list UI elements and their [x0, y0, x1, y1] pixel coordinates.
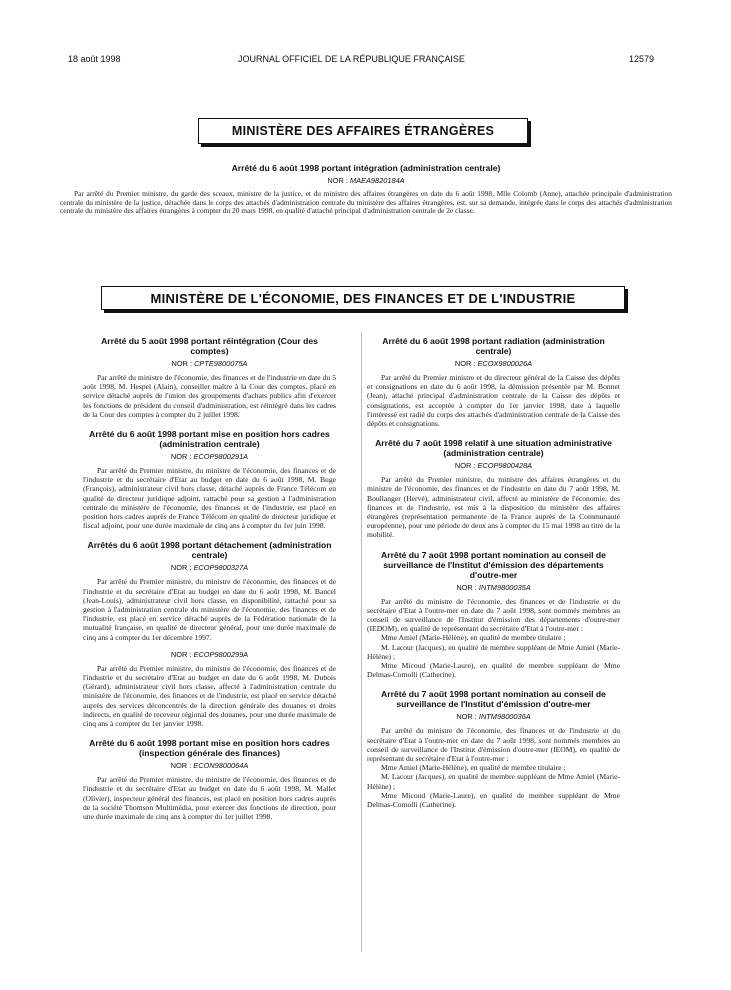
journal-title: JOURNAL OFFICIEL DE LA RÉPUBLIQUE FRANÇAISE: [238, 54, 465, 64]
article-body-second: Par arrêté du Premier ministre, du ministre de l'économie, des finances et de l'industrie et du secrétaire d'Etat au budget en date du 6 août 1998, M. Dubois (Gérard), administrateur civil hors classe, affecté à l'administration centrale du ministère de l'économie, des finances et de l'industrie, est placé en service détaché auprès des services déconcentrés de la direction générale des douanes et droits indirects, en qualité de receveur régional des douanes, pour une durée maximale de cinq ans à compter du 1er janvier 1998.: [83, 663, 336, 729]
article-hors-cadres-igf: [83, 738, 336, 821]
nor-code: ECON9800064A: [193, 761, 249, 771]
nor-label: NOR :: [454, 359, 476, 368]
nor-reference: [83, 563, 336, 572]
nor-code: ECOP9800327A: [193, 563, 249, 573]
article-body: Par arrêté du Premier ministre, du ministre des affaires étrangères et du ministre de l'économie, des finances et de l'industrie en date du 7 août 1998, M. Boullanger (Hervé), administrateur civil, affecté au ministère de l'économie, des finances et de l'industrie, est mis à la disposition du ministère des affaires étrangères (représentation permanente de la France auprès de la Communauté européenne), pour une période de deux ans à compter du 15 mai 1998 au titre de la mobilité.: [367, 475, 620, 540]
ministry-banner-economy: MINISTÈRE DE L'ÉCONOMIE, DES FINANCES ET DE L'INDUSTRIE: [101, 286, 625, 310]
article-body: Par arrêté du Premier ministre, du garde des sceaux, ministre de la justice, et du ministre des affaires étrangères en date du 6 août 1998, Mlle Colomb (Anne), attachée principale d'administration centrale du ministère de la justice, détachée dans le corps des attachés d'administration centrale du ministère des affaires étrangères, est, sur sa demande, intégrée dans le corps des attachés d'administration centrale du ministère des affaires étrangères à compter du 20 mars 1998, en qualité d'attaché principal d'administration centrale de 2e classe.: [60, 189, 672, 216]
nor-reference-second: [83, 650, 336, 659]
nor-code: ECOP9800428A: [477, 461, 533, 471]
article-title: Arrêté du 6 août 1998 portant intégration (administration centrale): [231, 163, 501, 173]
article-body: Par arrêté du ministre de l'économie, des finances et de l'industrie et du secrétaire d'Etat à l'outre-mer en date du 7 août 1998, sont nommés membres au conseil de surveillance de l'Institut d'émission d'outre-mer (IEOM), en qualité de représentant du secrétaire d'Etat à l'outre-mer :: [367, 726, 620, 764]
nor-label: NOR :: [456, 582, 477, 592]
nor-reference: [83, 761, 336, 770]
article-integration: [60, 163, 672, 216]
article-body: Par arrêté du Premier ministre, du ministre de l'économie, des finances et de l'industrie et du secrétaire d'Etat au budget en date du 6 août 1998, M. Mallet (Olivier), inspecteur général des finances, est placé en position hors cadres auprès de la société Thomson Multimédia, pour exercer des fonctions de direction, pour une durée maximale de cinq ans à compter du 1er juillet 1998.: [83, 775, 336, 822]
article-title: Arrêté du 7 août 1998 portant nomination au conseil de surveillance de l'Institut d'émission des départements d'outre-mer: [381, 549, 606, 580]
article-situation-administrative: [367, 438, 620, 539]
nor-label: NOR :: [170, 563, 192, 573]
article-title: Arrêtés du 6 août 1998 portant détachement (administration centrale): [87, 540, 332, 561]
article-title: Arrêté du 6 août 1998 portant radiation (administration centrale): [382, 336, 605, 356]
article-body-line: Mme Micoud (Marie-Laure), en qualité de membre suppléant de Mme Delmas-Comolli (Catherine).: [367, 661, 620, 680]
nor-reference: [367, 359, 620, 368]
article-body-line: Mme Micoud (Marie-Laure), en qualité de membre suppléant de Mme Delmas-Comolli (Catherine).: [367, 790, 620, 810]
nor-label: NOR :: [327, 176, 348, 185]
nor-code: INTM9800035A: [478, 582, 531, 592]
ministry-banner-foreign-affairs: MINISTÈRE DES AFFAIRES ÉTRANGÈRES: [198, 118, 528, 144]
nor-label: NOR :: [454, 461, 476, 471]
nor-code: MAEA9820184A: [349, 176, 405, 185]
left-column: [83, 336, 336, 831]
article-body-line: M. Lacour (Jacques), en qualité de membre suppléant de Mme Amiel (Marie-Hélène) ;: [367, 642, 620, 661]
column-divider: [361, 332, 362, 952]
nor-reference: [367, 712, 620, 721]
nor-reference: [367, 461, 620, 470]
nor-reference: [367, 583, 620, 592]
nor-label: NOR :: [456, 712, 477, 722]
page-number: 12579: [629, 54, 655, 64]
article-body: Par arrêté du ministre de l'économie, des finances et de l'industrie en date du 5 août 1998, M. Hespel (Alain), conseiller maître à la Cour des comptes, placé en service détaché auprès de l'union des groupements d'achats publics afin d'exercer les fonctions de président du conseil d'administration, est réintégré dans les cadres de la Cour des comptes à compter du 2 juillet 1998.: [83, 373, 336, 419]
article-body: Par arrêté du Premier ministre, du ministre de l'économie, des finances et de l'industrie et du secrétaire d'Etat au budget en date du 6 août 1998, M. Buge (François), administrateur civil hors classe, détaché auprès de France Télécom en qualité de directeur juridique adjoint, rattaché pour sa gestion à l'administration centrale du ministère de l'économie, des finances et de l'industrie, est placé en position hors cadres auprès de France Télécom en qualité de directeur juridique et fiscal adjoint, pour une durée maximale de cinq ans à compter du 1er juin 1998.: [83, 466, 336, 531]
nor-code: CPTE9800075A: [194, 359, 248, 368]
article-body-line: M. Lacour (Jacques), en qualité de membre suppléant de Mme Amiel (Marie-Hélène) ;: [367, 772, 620, 791]
article-title: Arrêté du 5 août 1998 portant réintégration (Cour des comptes): [101, 336, 318, 356]
article-nomination-ieom: [367, 689, 620, 809]
nor-reference: [83, 359, 336, 368]
article-hors-cadres-admin: [83, 429, 336, 530]
article-title: Arrêté du 7 août 1998 relatif à une situation administrative (administration centrale): [375, 438, 612, 459]
article-title: Arrêté du 6 août 1998 portant mise en position hors cadres (inspection générale des finances): [89, 738, 330, 759]
right-column: [367, 336, 620, 819]
nor-label: NOR :: [170, 761, 192, 771]
article-reintegration: [83, 336, 336, 419]
article-body: Par arrêté du Premier ministre, du ministre de l'économie, des finances et de l'industrie et du secrétaire d'Etat au budget en date du 6 août 1998, M. Bancel (Jean-Louis), administrateur civil hors classe, en disponibilité, rattaché pour sa gestion à l'administration centrale du ministère de l'économie, des finances et de l'industrie, est placé en service détaché auprès de la Fédération nationale de la mutualité française, en qualité de directeur général, pour une durée maximale de cinq ans à compter du 1er décembre 1997.: [83, 577, 336, 642]
nor-code: ECOP9800291A: [193, 452, 249, 462]
nor-code: INTM9800036A: [478, 712, 531, 722]
article-radiation: [367, 336, 620, 428]
nor-code: ECOX9800026A: [477, 359, 533, 368]
issue-date: 18 août 1998: [68, 54, 121, 64]
article-body: Par arrêté du Premier ministre et du directeur général de la Caisse des dépôts et consignations en date du 6 août 1998, la démission présentée par M. Bonnet (Jean), attaché principal d'administration centrale de la Caisse des dépôts et consignations, est acceptée à compter du 1er janvier 1998, date à laquelle l'intéressé est radié du corps des attachés d'administration centrale de la Caisse des dépôts et consignations.: [367, 373, 620, 429]
article-detachement: [83, 540, 336, 728]
nor-label: NOR :: [171, 359, 193, 368]
nor-label: NOR :: [170, 649, 192, 659]
article-nomination-iedom: [367, 550, 620, 680]
nor-reference: [60, 176, 672, 185]
article-title: Arrêté du 7 août 1998 portant nomination au conseil de surveillance de l'Institut d'émission d'outre-mer: [381, 689, 606, 710]
article-title: Arrêté du 6 août 1998 portant mise en position hors cadres (administration centrale): [89, 429, 330, 450]
nor-reference: [83, 452, 336, 461]
nor-code: ECOP9800299A: [193, 649, 249, 659]
article-body: Par arrêté du ministre de l'économie, des finances et de l'industrie et du secrétaire d'Etat à l'outre-mer en date du 7 août 1998, sont nommés membres au conseil de surveillance de l'Institut d'émission des départements d'outre-mer (IEDOM), en qualité de représentant du secrétaire d'Etat à l'outre-mer :: [367, 596, 620, 634]
nor-label: NOR :: [170, 452, 192, 462]
article-body-line: Mme Amiel (Marie-Hélène), en qualité de membre titulaire ;: [381, 763, 566, 773]
article-body-line: Mme Amiel (Marie-Hélène), en qualité de membre titulaire ;: [381, 633, 566, 643]
